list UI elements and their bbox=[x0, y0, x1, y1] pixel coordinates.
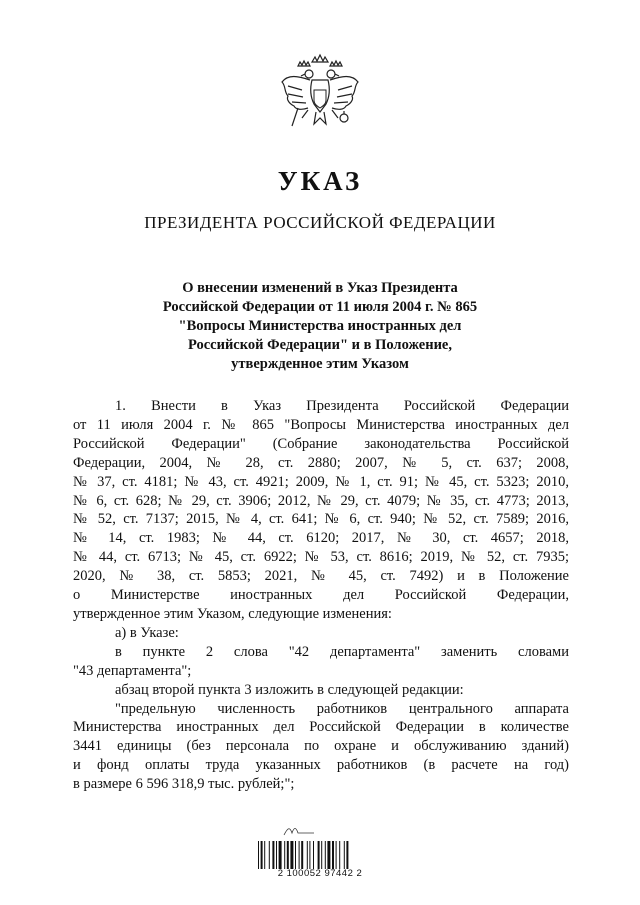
barcode-bar bbox=[276, 841, 277, 869]
body-line: абзац второй пункта 3 изложить в следующей редакции: bbox=[115, 681, 464, 698]
coat-of-arms-icon bbox=[278, 52, 362, 138]
barcode-bar bbox=[344, 841, 345, 869]
barcode-bar bbox=[339, 841, 340, 869]
barcode-bar bbox=[313, 841, 314, 869]
body-line: № 14, ст. 1983; № 44, ст. 6120; 2017, № 30, ст. 4657; 2018, bbox=[73, 530, 569, 547]
barcode-bar bbox=[269, 841, 270, 869]
heading-line: Российской Федерации от 11 июля 2004 г. № 865 bbox=[162, 299, 478, 315]
body-line: № 37, ст. 4181; № 43, ст. 4921; 2009, № 1, ст. 91; № 45, ст. 5323; 2010, bbox=[73, 473, 569, 490]
registration-mark-icon bbox=[270, 826, 330, 838]
body-line: 2020, № 38, ст. 5853; 2021, № 45, ст. 7492) и в Положение bbox=[73, 568, 569, 585]
heading-line: "Вопросы Министерства иностранных дел bbox=[178, 318, 462, 334]
decree-title: УКАЗ bbox=[277, 166, 363, 196]
barcode-bar bbox=[261, 841, 263, 869]
body-line: Федерации, 2004, № 28, ст. 2880; 2007, № 5, ст. 637; 2008, bbox=[73, 454, 569, 471]
barcode-bar bbox=[325, 841, 326, 869]
barcode-bar bbox=[309, 841, 310, 869]
barcode-bar bbox=[332, 841, 334, 869]
heading-line: утвержденное этим Указом bbox=[231, 356, 409, 372]
heading-line: О внесении изменений в Указ Президента bbox=[182, 280, 458, 296]
body-line: и фонд оплаты труда указанных работников (в расчете на год) bbox=[73, 757, 569, 774]
body-line: "предельную численность работников центрального аппарата bbox=[115, 700, 569, 717]
body-line: № 6, ст. 628; № 29, ст. 3906; 2012, № 29, ст. 4079; № 35, ст. 4773; 2013, bbox=[73, 492, 569, 509]
barcode-bar bbox=[327, 841, 330, 869]
body-line: 1. Внести в Указ Президента Российской Федерации bbox=[115, 398, 569, 414]
barcode-bar bbox=[307, 841, 308, 869]
barcode-bar bbox=[318, 841, 320, 869]
body-line: Российской Федерации" (Собрание законодательства Российской bbox=[73, 435, 569, 452]
barcode-bar bbox=[295, 841, 296, 869]
barcode-bar bbox=[264, 841, 265, 869]
barcode-bar bbox=[346, 841, 348, 869]
decree-subtitle: ПРЕЗИДЕНТА РОССИЙСКОЙ ФЕДЕРАЦИИ bbox=[144, 213, 496, 232]
barcode-bar bbox=[321, 841, 322, 869]
body-line: а) в Указе: bbox=[115, 624, 179, 641]
barcode-bar bbox=[287, 841, 289, 869]
barcode-bar bbox=[299, 841, 300, 869]
barcode-icon bbox=[256, 841, 384, 869]
body-line: Министерства иностранных дел Российской Федерации в количестве bbox=[73, 719, 569, 736]
barcode-bar bbox=[284, 841, 285, 869]
body-line: о Министерстве иностранных дел Российской Федерации, bbox=[73, 587, 569, 604]
barcode-bar bbox=[301, 841, 303, 869]
body-line: в размере 6 596 318,9 тыс. рублей;"; bbox=[73, 776, 295, 793]
barcode-bar bbox=[336, 841, 337, 869]
body-line: в пункте 2 слова "42 департамента" заменить словами bbox=[115, 643, 569, 660]
decree-heading bbox=[120, 279, 520, 374]
decree-body bbox=[73, 397, 569, 794]
body-line: утвержденное этим Указом, следующие изменения: bbox=[73, 605, 392, 622]
body-line: "43 департамента"; bbox=[73, 662, 192, 679]
barcode-bar bbox=[258, 841, 259, 869]
body-line: № 44, ст. 6713; № 45, ст. 6922; № 53, ст. 8616; 2019, № 52, ст. 7935; bbox=[73, 549, 569, 566]
body-line: 3441 единицы (без персонала по охране и обслуживанию зданий) bbox=[73, 738, 569, 755]
barcode-number: 2 100052 97442 2 bbox=[277, 868, 363, 879]
barcode-bar bbox=[272, 841, 274, 869]
body-line: № 52, ст. 7137; 2015, № 4, ст. 641; № 6, ст. 940; № 52, ст. 7589; 2016, bbox=[73, 511, 569, 528]
barcode-bar bbox=[279, 841, 282, 869]
barcode-bar bbox=[290, 841, 293, 869]
heading-line: Российской Федерации" и в Положение, bbox=[187, 337, 452, 353]
body-line: от 11 июля 2004 г. № 865 "Вопросы Министерства иностранных дел bbox=[73, 416, 569, 433]
